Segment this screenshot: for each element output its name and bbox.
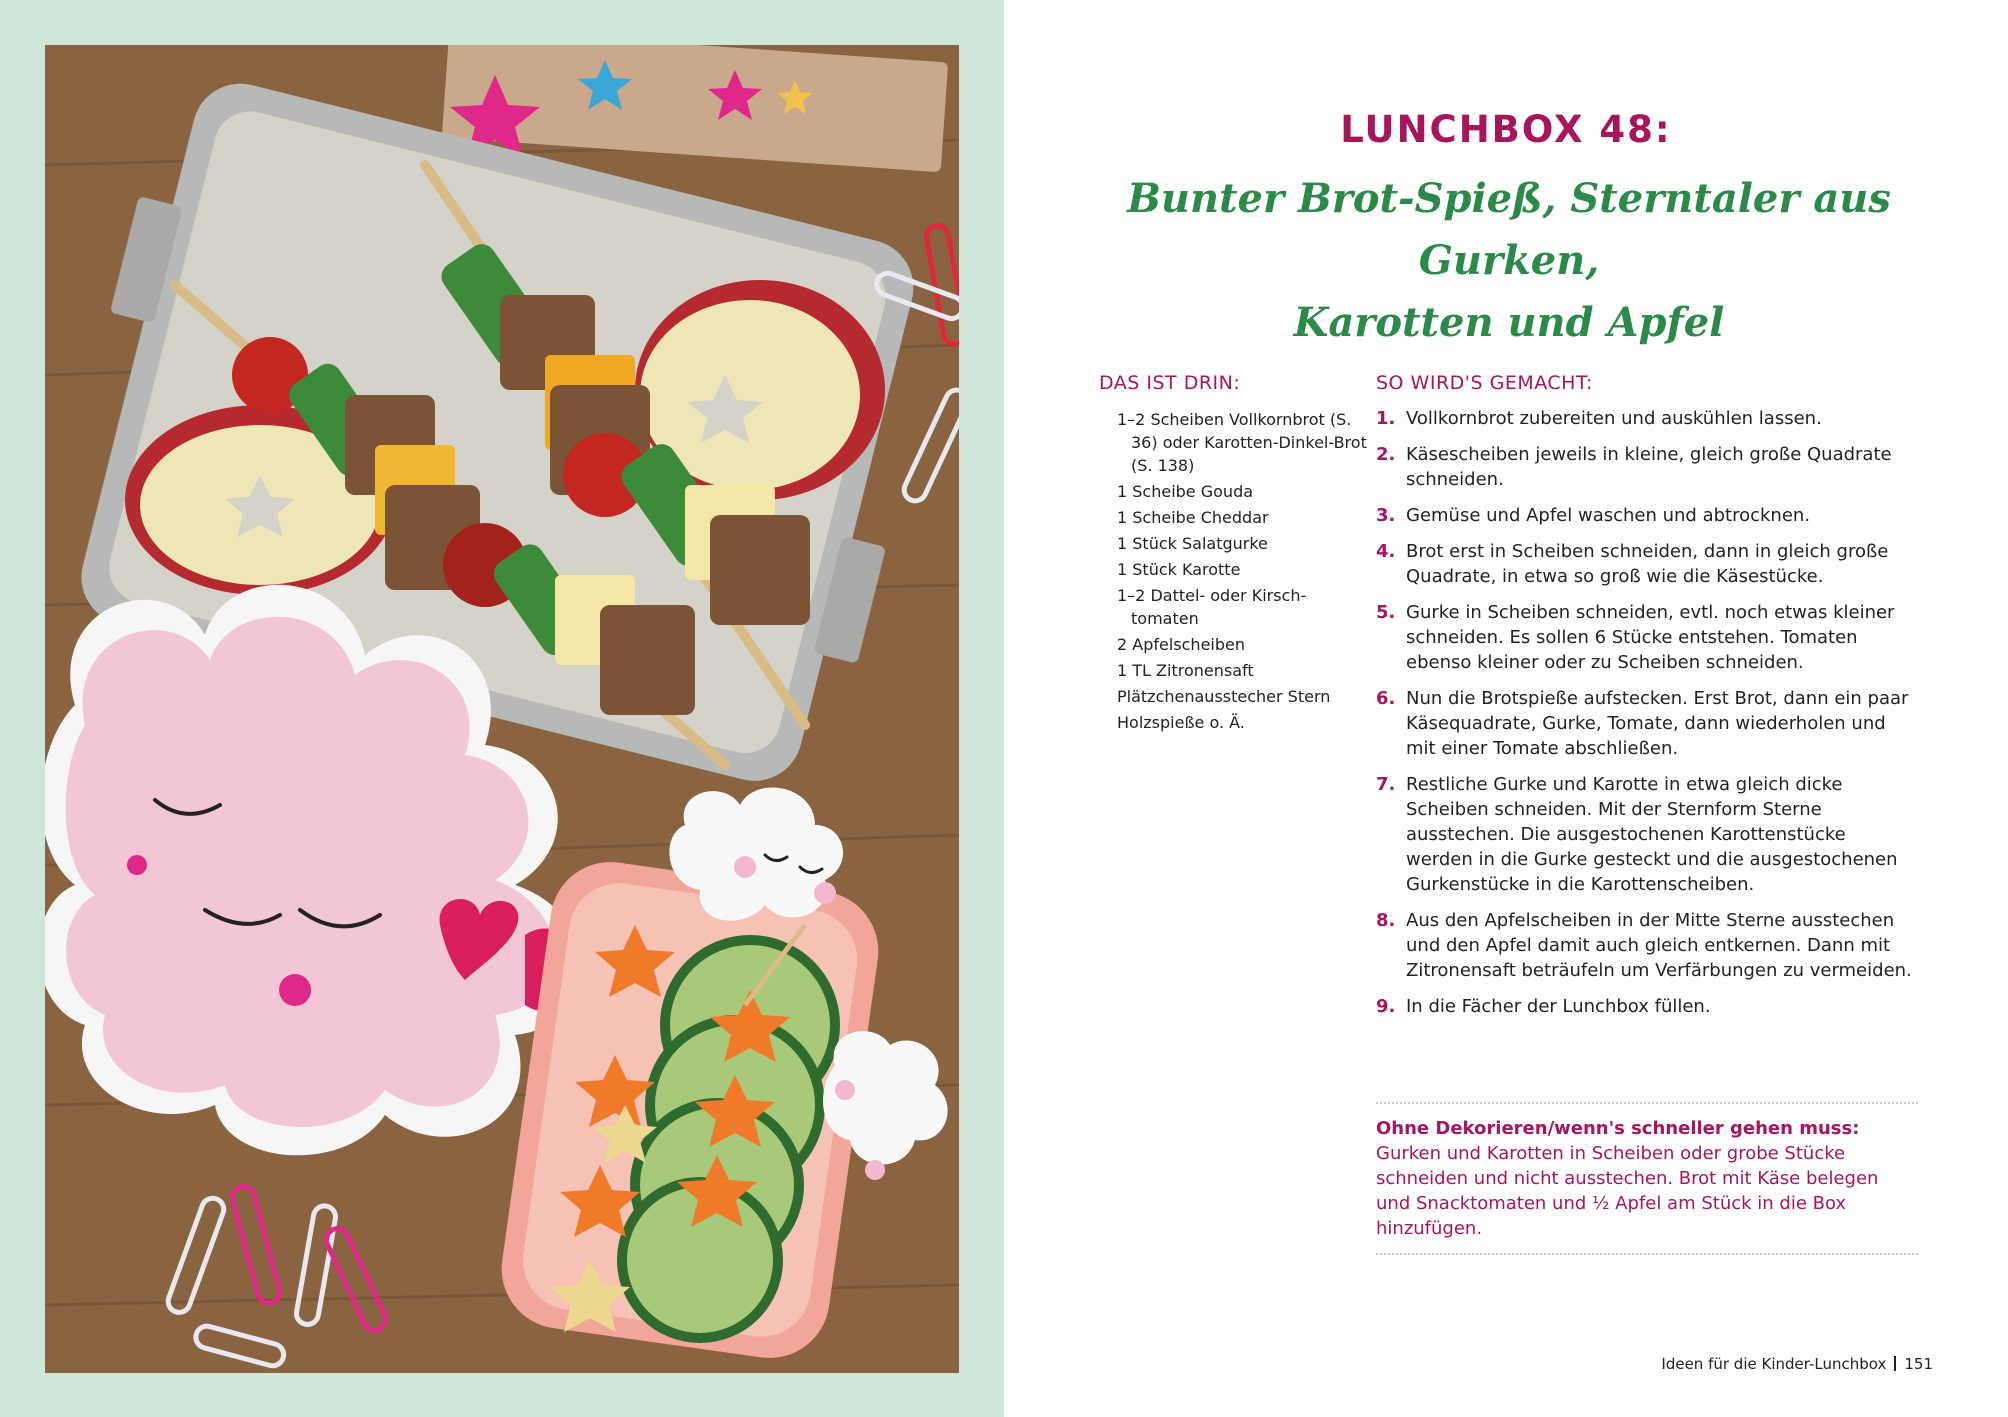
lunchbox-photo [45,45,959,1373]
quick-tip-box [1376,1102,1918,1255]
recipe-title-line2: Karotten und Apfel [1293,299,1725,346]
ingredients-list [1117,408,1367,737]
step-item [1376,686,1916,761]
step-text: Restliche Gurke und Karotte in etwa gleich dicke Scheiben schneiden. Mit der Sternform Sterne ausstechen. Die ausgestochenen Karottenstücke werden in die Gurke gesteckt und die ausgestochenen Gurkenstücke in die Karottenscheiben. [1406,774,1898,895]
recipe-kicker: LUNCHBOX 48: [1340,108,1672,151]
step-text: Vollkornbrot zubereiten und auskühlen lassen. [1406,408,1822,429]
steps-list [1376,406,1916,1030]
step-text: Aus den Apfelscheiben in der Mitte Sterne ausstechen und den Apfel damit auch gleich entkernen. Dann mit Zitronensaft beträufeln um Verfärbungen zu vermeiden. [1406,910,1912,981]
step-text: Käsescheiben jeweils in kleine, gleich große Quadrate schneiden. [1406,444,1892,490]
ingredient-item: 1 Stück Salatgurke [1117,534,1268,553]
ingredient-item: Plätzchenausstecher Stern [1117,687,1331,706]
step-number: 4. [1376,541,1396,562]
ingredient-item: Holzspieße o. Ä. [1117,713,1245,732]
step-text: Brot erst in Scheiben schneiden, dann in gleich große Quadrate, in etwa so groß wie die Käsestücke. [1406,541,1889,587]
step-item [1376,772,1916,897]
quick-tip-text: Gurken und Karotten in Scheiben oder grobe Stücke schneiden und nicht ausstechen. Brot mit Käse belegen und Snacktomaten und ½ Apfel am Stück in die Box hinzufügen. [1376,1143,1879,1239]
step-number: 1. [1376,408,1396,429]
right-page [1004,0,2008,1417]
step-number: 8. [1376,910,1396,931]
step-number: 2. [1376,444,1396,465]
ingredient-item: 2 Apfelscheiben [1117,635,1245,654]
ingredients-heading: DAS IST DRIN: [1099,372,1241,394]
footer-divider [1894,1356,1896,1371]
step-text: Nun die Brotspieße aufstecken. Erst Brot, dann ein paar Käsequadrate, Gurke, Tomate, dann wiederholen und mit einer Tomate abschließen. [1406,688,1909,759]
step-item [1376,503,1916,528]
footer-section-title: Ideen für die Kinder-Lunchbox [1661,1355,1887,1373]
page-footer [1661,1355,1933,1373]
step-item [1376,600,1916,675]
quick-tip-title: Ohne Dekorieren/wenn's schneller gehen muss: [1376,1118,1860,1139]
ingredient-item: 1–2 Scheiben Vollkornbrot (S. 36) oder Karotten-Dinkel-Brot (S. 138) [1117,410,1367,475]
step-number: 6. [1376,688,1396,709]
step-number: 5. [1376,602,1396,623]
recipe-title [1064,168,1954,354]
step-item [1376,908,1916,983]
step-text: Gurke in Scheiben schneiden, evtl. noch etwas kleiner schneiden. Es sollen 6 Stücke entstehen. Tomaten ebenso kleiner oder zu Scheiben schneiden. [1406,602,1895,673]
step-text: Gemüse und Apfel waschen und abtrocknen. [1406,505,1811,526]
ingredient-item: 1 Stück Karotte [1117,560,1241,579]
recipe-title-line1: Bunter Brot-Spieß, Sterntaler aus Gurken, [1127,175,1891,284]
step-number: 9. [1376,996,1396,1017]
step-number: 3. [1376,505,1396,526]
step-item [1376,442,1916,492]
ingredient-item: 1 Scheibe Gouda [1117,482,1254,501]
ingredient-item: 1 TL Zitronensaft [1117,661,1254,680]
lunchbox-photo-illustration [45,45,959,1373]
ingredient-item: 1–2 Dattel- oder Kirsch-tomaten [1117,586,1307,628]
steps-heading: SO WIRD'S GEMACHT: [1376,372,1593,394]
step-text: In die Fächer der Lunchbox füllen. [1406,996,1711,1017]
step-item [1376,994,1916,1019]
ingredient-item: 1 Scheibe Cheddar [1117,508,1269,527]
step-item [1376,539,1916,589]
step-number: 7. [1376,774,1396,795]
step-item [1376,406,1916,431]
page-number: 151 [1904,1355,1933,1373]
